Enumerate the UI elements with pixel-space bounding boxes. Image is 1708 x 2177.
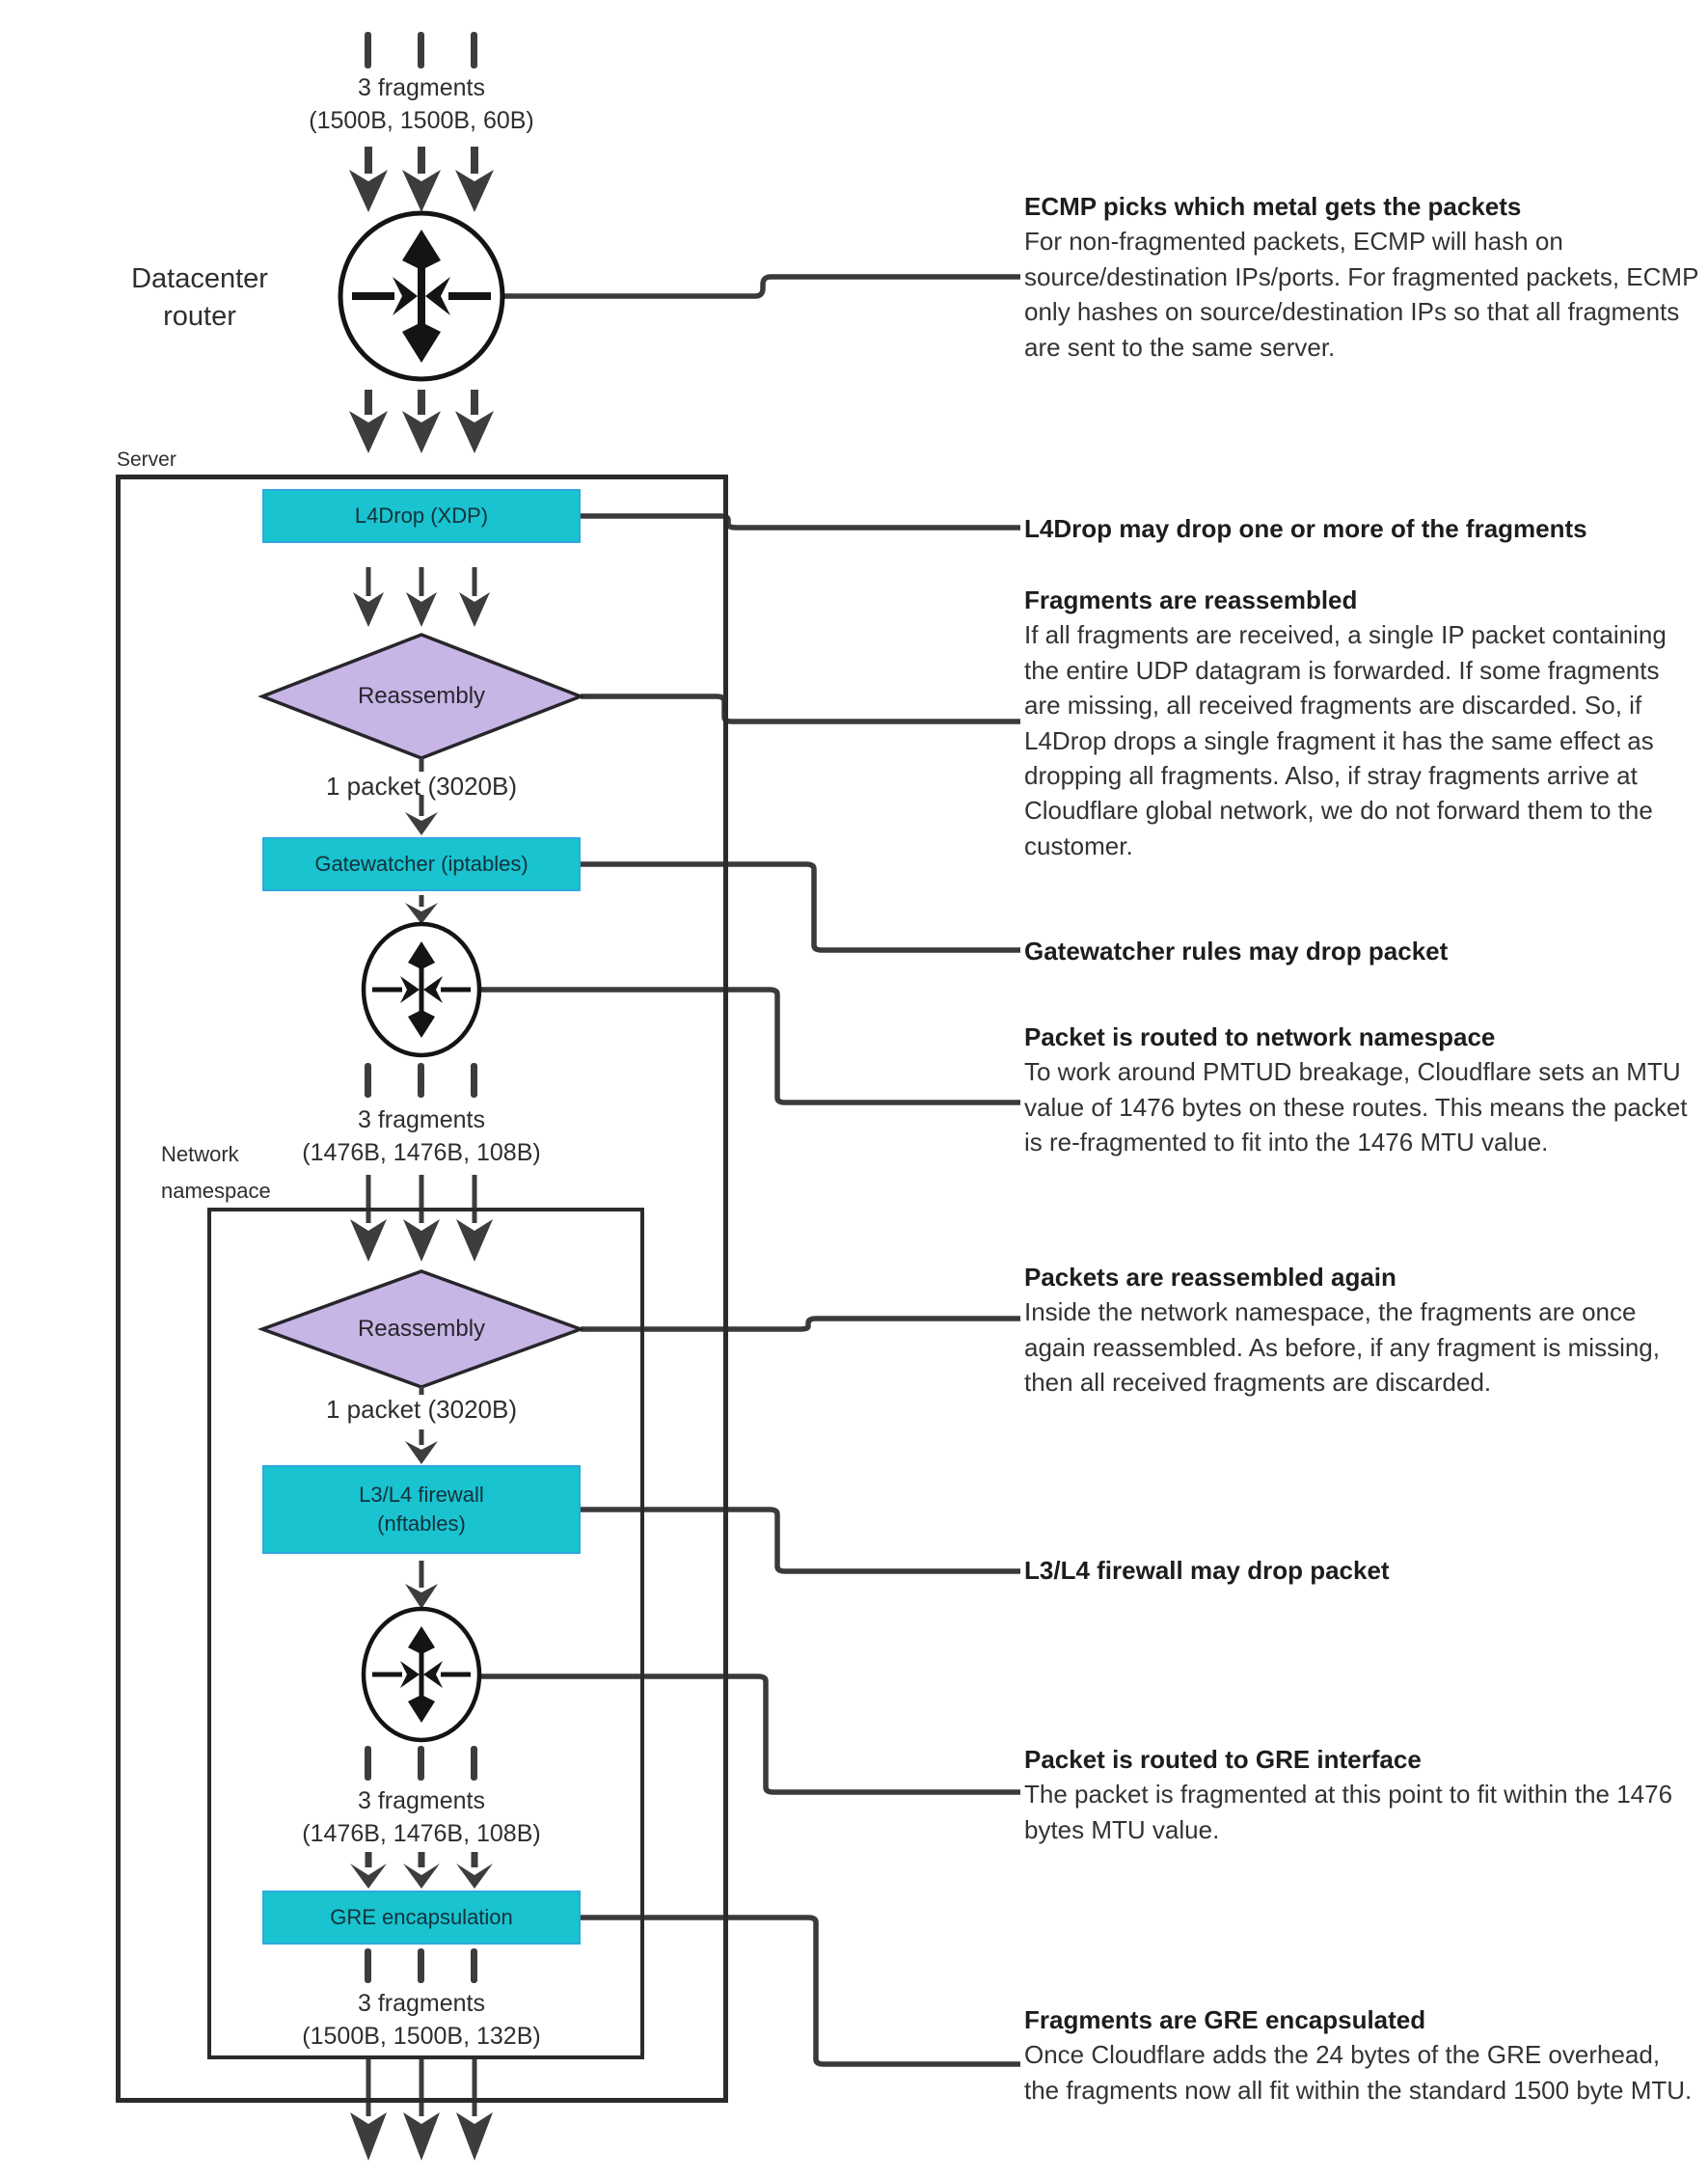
connector-ecmp [502,277,1020,296]
annotation-title: Gatewatcher rules may drop packet [1024,937,1449,966]
annotation-title: Packet is routed to network namespace [1024,1022,1496,1051]
annotation-gatewatcher [1024,934,1699,968]
annotation-title: Fragments are GRE encapsulated [1024,2005,1426,2034]
annotation-title: ECMP picks which metal gets the packets [1024,192,1522,221]
annotation-title: L3/L4 firewall may drop packet [1024,1556,1390,1585]
gre-box [262,1891,581,1945]
annotation-ecmp [1024,189,1699,365]
fragment-dashes-top-icon [365,32,477,68]
packet-2-label: 1 packet (3020B) [325,1395,518,1424]
annotation-route-ns [1024,1020,1699,1160]
network-namespace-label: Network namespace [161,1142,271,1203]
arrows-into-server-icon [349,390,494,453]
fragments-in-label: 3 fragments (1500B, 1500B, 60B) [309,74,534,134]
l4drop-label: L4Drop (XDP) [354,503,489,528]
firewall-label-line2: (nftables) [377,1511,466,1536]
fragments-ns-label: 3 fragments (1476B, 1476B, 108B) [302,1106,541,1166]
packet-1-label: 1 packet (3020B) [325,772,518,801]
annotation-title: L4Drop may drop one or more of the fragments [1024,514,1587,543]
annotation-firewall [1024,1553,1699,1588]
firewall-box [262,1465,581,1554]
annotation-route-gre [1024,1742,1699,1847]
gatewatcher-box [262,837,581,891]
annotation-title: Fragments are reassembled [1024,585,1358,614]
arrows-into-router-icon [349,147,494,212]
annotation-body: To work around PMTUD breakage, Cloudflare sets an MTU value of 1476 bytes on these routes. This means the packet is re-fragmented to fit into the 1476 MTU value. [1024,1057,1688,1157]
gatewatcher-label: Gatewatcher (iptables) [314,852,529,876]
annotation-body: Once Cloudflare adds the 24 bytes of the GRE overhead, the fragments now all fit within the standard 1500 byte MTU. [1024,2040,1693,2105]
fragments-gre-label: 3 fragments (1476B, 1476B, 108B) [302,1787,541,1847]
fragments-out-label: 3 fragments (1500B, 1500B, 132B) [302,1990,541,2050]
annotation-l4drop [1024,511,1699,546]
l4drop-box [262,489,581,543]
annotation-body: Inside the network namespace, the fragments are once again reassembled. As before, if any fragment is missing, then all received fragments are discarded. [1024,1297,1660,1398]
datacenter-router-icon [340,213,502,379]
server-label: Server [117,449,176,471]
annotation-reassembled-again [1024,1260,1699,1401]
firewall-label-line1: L3/L4 firewall [359,1483,484,1507]
reassembly-2-label: Reassembly [357,1316,486,1342]
annotation-title: Packet is routed to GRE interface [1024,1745,1422,1774]
annotation-body: For non-fragmented packets, ECMP will hash on source/destination IPs/ports. For fragmented packets, ECMP only hashes on source/destination IPs so that all fragments are sent to the same server. [1024,227,1698,362]
gre-label: GRE encapsulation [330,1905,513,1929]
annotation-gre-encap [1024,2002,1699,2108]
datacenter-router-label: Datacenter router [131,263,268,332]
annotation-body: If all fragments are received, a single IP packet containing the entire UDP datagram is forwarded. If some fragments are missing, all received fragments are discarded. So, if L4Drop drops a single fragment it has the same effect as dropping all fragments. Also, if stray fragments arrive at Cloudflare global network, we do not forward them to the customer. [1024,620,1667,860]
annotation-reassembled [1024,583,1699,863]
annotation-body: The packet is fragmented at this point to fit within the 1476 bytes MTU value. [1024,1780,1673,1844]
reassembly-1-label: Reassembly [357,683,486,709]
annotation-title: Packets are reassembled again [1024,1263,1396,1292]
